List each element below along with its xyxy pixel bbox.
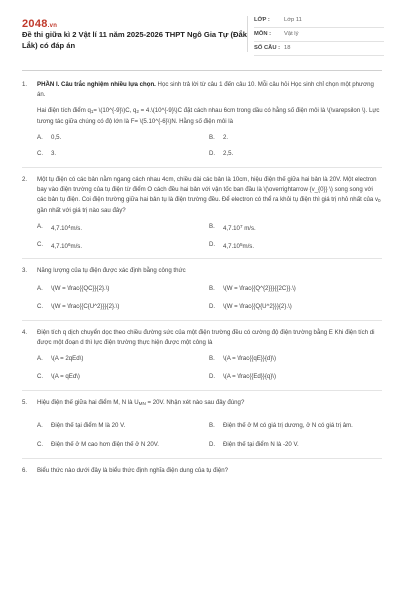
meta-count-value: 18 xyxy=(284,45,291,51)
option-c[interactable]: C. 4,7.10$^6$m/s. xyxy=(37,241,83,250)
question-divider xyxy=(22,258,382,259)
meta-subject-value: Vật lý xyxy=(284,31,299,37)
header-divider xyxy=(247,16,248,52)
meta-class-value: Lớp 11 xyxy=(284,17,302,23)
meta-class-label: LỚP : xyxy=(254,17,270,23)
question-instructions: PHẦN I. Câu trắc nghiệm nhiều lựa chọn. Học sinh trả lời từ câu 1 đến câu 10. Mỗi câu hỏi Học sinh chỉ chọn một phương án. xyxy=(37,81,374,98)
option-b[interactable]: B. Điện thế ở M có giá trị dương, ở N có giá trị âm. xyxy=(209,422,353,429)
question-4 xyxy=(22,328,382,348)
option-a[interactable]: A. 4,7.10$^4$m/s. xyxy=(37,223,83,232)
option-c[interactable]: C. 3. xyxy=(37,150,57,157)
option-c[interactable]: C. Điện thế ở M cao hơn điện thế ở N 20V. xyxy=(37,441,159,448)
question-divider xyxy=(22,320,382,321)
option-b[interactable]: B. \(W = \frac{{Q^{2}}}{{2C}}.\) xyxy=(209,285,296,292)
question-1-options xyxy=(22,133,382,161)
meta-subject-label: MÔN : xyxy=(254,31,272,37)
option-b[interactable]: B. \(A = \frac{{qE}}{d}\) xyxy=(209,355,277,362)
option-d[interactable]: D. \(A = \frac{{Ed}}{q}\) xyxy=(209,373,277,380)
option-a[interactable]: A. 0,5. xyxy=(37,134,62,141)
question-number: 4. xyxy=(22,329,28,336)
question-number: 5. xyxy=(22,399,28,406)
question-divider xyxy=(22,458,382,459)
question-4-options xyxy=(22,354,382,384)
option-a[interactable]: A. \(A = 2qEd\) xyxy=(37,355,84,362)
question-text: Năng lượng của tụ điện được xác định bằng công thức xyxy=(37,267,186,274)
question-divider xyxy=(22,167,382,168)
question-text: Hiệu điện thế giữa hai điểm M, N là $U_{MN} = 20V$. Nhận xét nào sau đây đúng? xyxy=(37,399,245,406)
question-6 xyxy=(22,466,382,476)
option-c[interactable]: C. \(W = \frac{{C{U^2}}}{2}.\) xyxy=(37,303,120,310)
option-d[interactable]: D. \(W = \frac{{Q{U^2}}}{2}.\) xyxy=(209,303,292,310)
question-number: 6. xyxy=(22,467,28,474)
header-rule xyxy=(22,70,382,71)
question-5 xyxy=(22,398,382,409)
question-2-options xyxy=(22,222,382,252)
option-d[interactable]: D. 2,5. xyxy=(209,150,234,157)
site-logo[interactable]: 2048.vn xyxy=(22,18,58,30)
question-2 xyxy=(22,175,382,216)
question-list xyxy=(0,76,400,476)
meta-count-label: SỐ CÂU : xyxy=(254,45,281,51)
document-title: Đề thi giữa kì 2 Vật lí 11 năm 2025-2026 THPT Ngô Gia Tự (Đắk Lắk) có đáp án xyxy=(22,30,247,50)
question-number: 2. xyxy=(22,176,28,183)
question-text: Một tụ điện có các bản nằm ngang cách nhau 4cm, chiều dài các bản là 10cm, hiệu điện thế giữa hai bản là 20V. Một electron bay vào điện trường của tụ điện từ điểm O cách đều hai bản với vận tốc ban đầu là \(\overrightarrow {v_{0}} \) song song với các bản tụ điện. Coi điện trường giữa hai bản tụ là điện trường đều. Để electron có thể ra khỏi tụ điện thì giá trị nhỏ nhất của $v_0$ gần nhất với giá trị nào sau đây? xyxy=(37,176,381,214)
question-number: 3. xyxy=(22,267,28,274)
question-text: Hai điện tích điểm $q_1=$ \(10^{-9}\)C, $q_2$ = 4.\(10^{-9}\)C đặt cách nhau 6cm trong dầu có hằng số điện môi là \(\varepsilon \). Lực tương tác giữa chúng có độ lớn là F= \(5.10^{-6}\)N. Hằng số điện môi là xyxy=(37,107,380,125)
question-number: 1. xyxy=(22,81,28,88)
meta-count-row xyxy=(254,42,384,56)
question-divider xyxy=(22,390,382,391)
question-text: Biểu thức nào dưới đây là biểu thức định nghĩa điện dung của tụ điện? xyxy=(37,467,229,474)
question-5-options xyxy=(22,416,382,452)
question-3 xyxy=(22,266,382,276)
question-3-options xyxy=(22,284,382,314)
option-d[interactable]: D. Điện thế tại điểm N là -20 V. xyxy=(209,441,299,448)
meta-class-row xyxy=(254,14,384,28)
option-b[interactable]: B. 2. xyxy=(209,134,229,141)
document-header xyxy=(0,0,400,58)
question-text: Điện tích q dịch chuyển dọc theo chiều đường sức của một điện trường đều có cường độ điện trường bằng E Khi điện tích di được một đoạn d thì lực điện trường thực hiện được một công là xyxy=(37,329,375,346)
option-d[interactable]: D. 4,7.10$^5$m/s. xyxy=(209,241,255,250)
meta-subject-row xyxy=(254,28,384,42)
question-1 xyxy=(22,80,382,127)
option-a[interactable]: A. Điện thế tại điểm M là 20 V. xyxy=(37,422,126,429)
option-c[interactable]: C. \(A = qEd\) xyxy=(37,373,80,380)
option-a[interactable]: A. \(W = \frac{{QC}}{2}.\) xyxy=(37,285,110,292)
option-b[interactable]: B. 4,7.10$^7$ m/s. xyxy=(209,223,256,232)
